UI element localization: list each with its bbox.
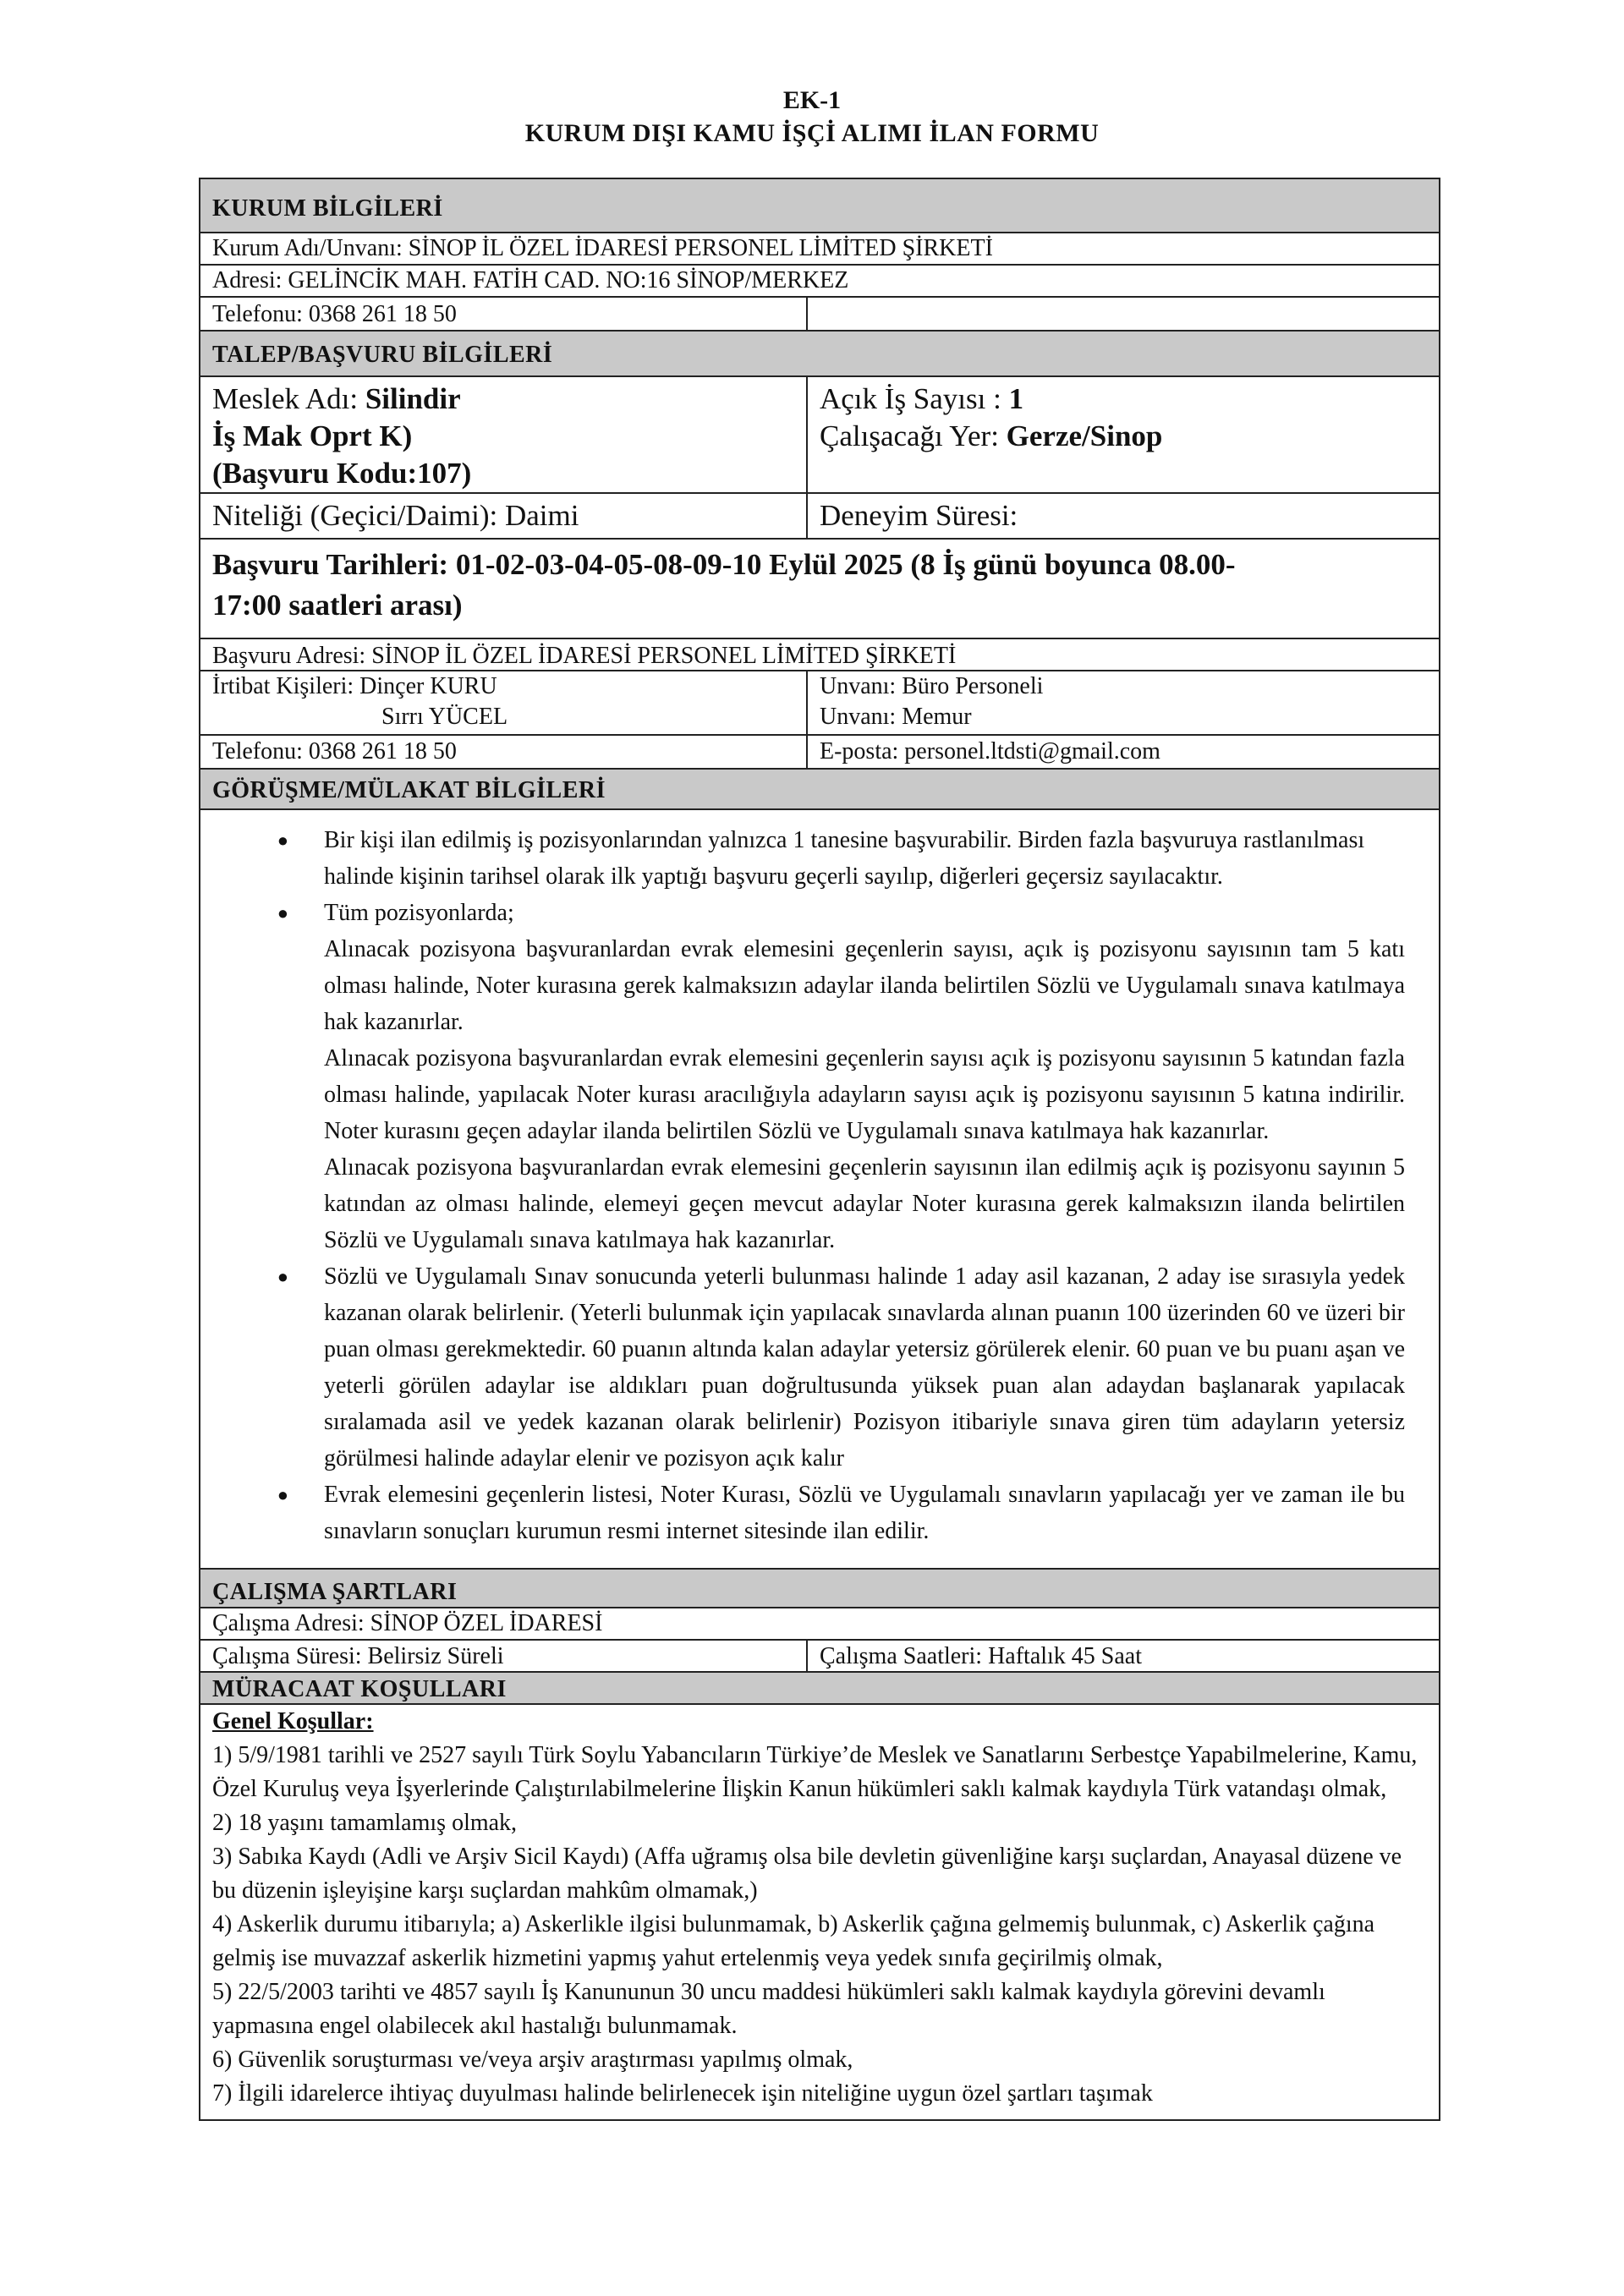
open-positions-label: Açık İş Sayısı : bbox=[820, 382, 1009, 415]
job-title-line bbox=[212, 381, 794, 418]
bullet-icon: ● bbox=[277, 1266, 288, 1287]
condition-item: 5) 22/5/2003 tarihti ve 4857 sayılı İş Kanununun 30 uncu maddesi hükümleri saklı kalmak kaydıyla görevini devamlı yapmasına engel olabilecek akıl hastalığı bulunmamak. bbox=[212, 1979, 1325, 2039]
kurum-address-row bbox=[200, 266, 1439, 298]
section-working-conditions-header: ÇALIŞMA ŞARTLARI bbox=[200, 1570, 1439, 1608]
kurum-address: Adresi: GELİNCİK MAH. FATİH CAD. NO:16 SİNOP/MERKEZ bbox=[212, 267, 849, 293]
application-dates-line1: Başvuru Tarihleri: 01-02-03-04-05-08-09-10 Eylül 2025 (8 İş günü boyunca 08.00- bbox=[212, 548, 1236, 581]
interview-paragraph-2: Alınacak pozisyona başvuranlardan evrak elemesini geçenlerin sayısı açık iş pozisyonu sayısının 5 katından fazla olması halinde, yapılacak Noter kurası aracılığıyla adayların sayısı açık iş pozisyonu sayısının 5 katına indirilir. Noter kurasını geçen adaylar ilanda belirtilen Sözlü ve Uygulamalı sınava katılmaya hak kazanırlar. bbox=[324, 1045, 1405, 1144]
interview-bullet-2 bbox=[200, 895, 1439, 931]
job-title-line2: İş Mak Oprt K) bbox=[212, 419, 413, 452]
section-interview-header: GÖRÜŞME/MÜLAKAT BİLGİLERİ bbox=[200, 770, 1439, 810]
bullet-icon: ● bbox=[277, 830, 288, 851]
interview-bullet-3 bbox=[200, 1258, 1439, 1477]
contact-title-2: Unvanı: Memur bbox=[820, 704, 972, 730]
interview-paragraph-3: Alınacak pozisyona başvuranlardan evrak elemesini geçenlerin sayısının ilan edilmiş açık iş pozisyonu sayının 5 katından az olması halinde, elemeyi geçen mevcut adaylar Noter kurasına gerek kalmaksızın ilanda belirtilen Sözlü ve Uygulamalı sınava katılmaya hak kazanırlar. bbox=[324, 1154, 1405, 1253]
condition-item: 4) Askerlik durumu itibarıyla; a) Askerlikle ilgisi bulunmamak, b) Askerlik çağına gelmemiş bulunmak, c) Askerlik çağına gelmiş ise muvazzaf askerlik hizmetini yapmış yahut ertelenmiş veya yedek sınıfa geçirilmiş olmak, bbox=[212, 1911, 1375, 1971]
job-row bbox=[200, 377, 1439, 494]
contact-row bbox=[200, 671, 1439, 736]
open-positions-value: 1 bbox=[1008, 382, 1024, 415]
interview-bullet-4 bbox=[200, 1477, 1439, 1549]
application-dates bbox=[200, 540, 1439, 638]
kurum-phone-empty bbox=[808, 298, 1439, 330]
work-location-line bbox=[820, 418, 1427, 455]
job-nature: Niteliği (Geçici/Daimi): Daimi bbox=[200, 494, 808, 538]
interview-bullet-4-text: Evrak elemesini geçenlerin listesi, Noter Kurası, Sözlü ve Uygulamalı sınavların yapılacağı yer ve zaman ile bu sınavların sonuçları kurumun resmi internet sitesinde ilan edilir. bbox=[324, 1482, 1405, 1544]
condition-item: 2) 18 yaşını tamamlamış olmak, bbox=[212, 1810, 518, 1836]
contact-titles-cell bbox=[808, 671, 1439, 734]
condition-item: 6) Güvenlik soruşturması ve/veya arşiv araştırması yapılmış olmak, bbox=[212, 2047, 853, 2073]
section-kurum-header: KURUM BİLGİLERİ bbox=[200, 179, 1439, 233]
job-title-label: Meslek Adı: bbox=[212, 382, 365, 415]
bullet-icon: ● bbox=[277, 902, 288, 923]
job-title-cell bbox=[200, 377, 808, 492]
contact-phone-row bbox=[200, 736, 1439, 770]
open-positions-line bbox=[820, 381, 1427, 418]
application-code: (Başvuru Kodu:107) bbox=[212, 457, 472, 490]
contact-person-2: Sırrı YÜCEL bbox=[381, 704, 508, 730]
kurum-phone: Telefonu: 0368 261 18 50 bbox=[200, 298, 808, 330]
work-address: Çalışma Adresi: SİNOP ÖZEL İDARESİ bbox=[212, 1610, 603, 1636]
document-header bbox=[0, 85, 1624, 151]
application-dates-row bbox=[200, 540, 1439, 639]
contact-phone: Telefonu: 0368 261 18 50 bbox=[200, 736, 808, 768]
application-address-row bbox=[200, 639, 1439, 671]
experience-duration: Deneyim Süresi: bbox=[820, 499, 1018, 532]
job-info-cell bbox=[808, 377, 1439, 492]
announcement-form bbox=[199, 178, 1440, 2121]
work-duration: Çalışma Süresi: Belirsiz Süreli bbox=[200, 1641, 808, 1671]
application-address: Başvuru Adresi: SİNOP İL ÖZEL İDARESİ PERSONEL LİMİTED ŞİRKETİ bbox=[212, 643, 957, 669]
interview-bullet-2-text: Tüm pozisyonlarda; bbox=[324, 900, 514, 926]
annex-label: EK-1 bbox=[782, 86, 842, 114]
interview-bullet-1 bbox=[200, 822, 1439, 895]
work-location-value: Gerze/Sinop bbox=[1006, 419, 1163, 452]
nature-row bbox=[200, 494, 1439, 540]
contact-person-1: İrtibat Kişileri: Dinçer KURU bbox=[212, 673, 497, 699]
interview-bullet-1-text: Bir kişi ilan edilmiş iş pozisyonlarından yalnızca 1 tanesine başvurabilir. Birden fazla başvuruya rastlanılması halinde kişinin tarihsel olarak ilk yaptığı başvuru geçerli sayılıp, diğerleri geçersiz sayılacaktır. bbox=[324, 827, 1365, 890]
contact-title-1: Unvanı: Büro Personeli bbox=[820, 673, 1044, 699]
application-dates-line2: 17:00 saatleri arası) bbox=[212, 589, 463, 622]
job-title-value: Silindir bbox=[365, 382, 461, 415]
condition-item: 7) İlgili idarelerce ihtiyaç duyulması halinde belirlenecek işin niteliğine uygun özel şartları taşımak bbox=[212, 2080, 1153, 2107]
form-title: KURUM DIŞI KAMU İŞÇİ ALIMI İLAN FORMU bbox=[524, 119, 1100, 147]
work-location-label: Çalışacağı Yer: bbox=[820, 419, 1007, 452]
work-duration-row bbox=[200, 1641, 1439, 1673]
work-hours: Çalışma Saatleri: Haftalık 45 Saat bbox=[820, 1643, 1143, 1669]
kurum-name-row bbox=[200, 233, 1439, 266]
work-address-row bbox=[200, 1608, 1439, 1641]
interview-paragraph-1: Alınacak pozisyona başvuranlardan evrak elemesini geçenlerin sayısı, açık iş pozisyonu sayısının tam 5 katı olması halinde, Noter kurasına gerek kalmaksızın adaylar ilanda belirtilen Sözlü ve Uygulamalı sınava katılmaya hak kazanırlar. bbox=[324, 936, 1405, 1035]
general-conditions-heading: Genel Koşullar: bbox=[212, 1708, 374, 1734]
contact-persons-cell bbox=[200, 671, 808, 734]
interview-bullet-3-text: Sözlü ve Uygulamalı Sınav sonucunda yeterli bulunması halinde 1 aday asil kazanan, 2 aday ise sırasıyla yedek kazanan olarak belirlenir. (Yeterli bulunmak için yapılacak sınavlarda alınan puanın 100 üzerinden 60 ve üzeri bir puan olması gerekmektedir. 60 puanın altında kalan adaylar yetersiz görülerek elenir. 60 puan ve bu puanı aşan ve yeterli görülen adaylar ise aldıkları puan doğrultusunda yüksek puan alan adaydan başlanarak yapılacak sıralamada asil ve yedek kazanan olarak belirlenir) Pozisyon itibariyle sınava giren tüm adayların yetersiz görülmesi halinde adaylar elenir ve pozisyon açık kalır bbox=[324, 1263, 1405, 1471]
condition-item: 1) 5/9/1981 tarihli ve 2527 sayılı Türk Soylu Yabancıların Türkiye’de Meslek ve Sanatlarını Serbestçe Yapabilmelerine, Kamu, Özel Kuruluş veya İşyerlerinde Çalıştırılabilmelerine İlişkin Kanun hükümleri saklı kalmak kaydıyla Türk vatandaşı olmak, bbox=[212, 1742, 1418, 1802]
bullet-icon: ● bbox=[277, 1484, 288, 1505]
section-talep-header: TALEP/BAŞVURU BİLGİLERİ bbox=[200, 332, 1439, 377]
interview-info bbox=[200, 810, 1439, 1570]
kurum-name: Kurum Adı/Unvanı: SİNOP İL ÖZEL İDARESİ PERSONEL LİMİTED ŞİRKETİ bbox=[212, 235, 993, 261]
contact-email: E-posta: personel.ltdsti@gmail.com bbox=[820, 738, 1160, 764]
section-application-conditions-header: MÜRACAAT KOŞULLARI bbox=[200, 1673, 1439, 1705]
condition-item: 3) Sabıka Kaydı (Adli ve Arşiv Sicil Kaydı) (Affa uğramış olsa bile devletin güvenliğine karşı suçlardan, Anayasal düzene ve bu düzenin işleyişine karşı suçlardan mahkûm olmamak,) bbox=[212, 1844, 1402, 1904]
general-conditions bbox=[200, 1705, 1439, 2119]
kurum-phone-row bbox=[200, 298, 1439, 332]
